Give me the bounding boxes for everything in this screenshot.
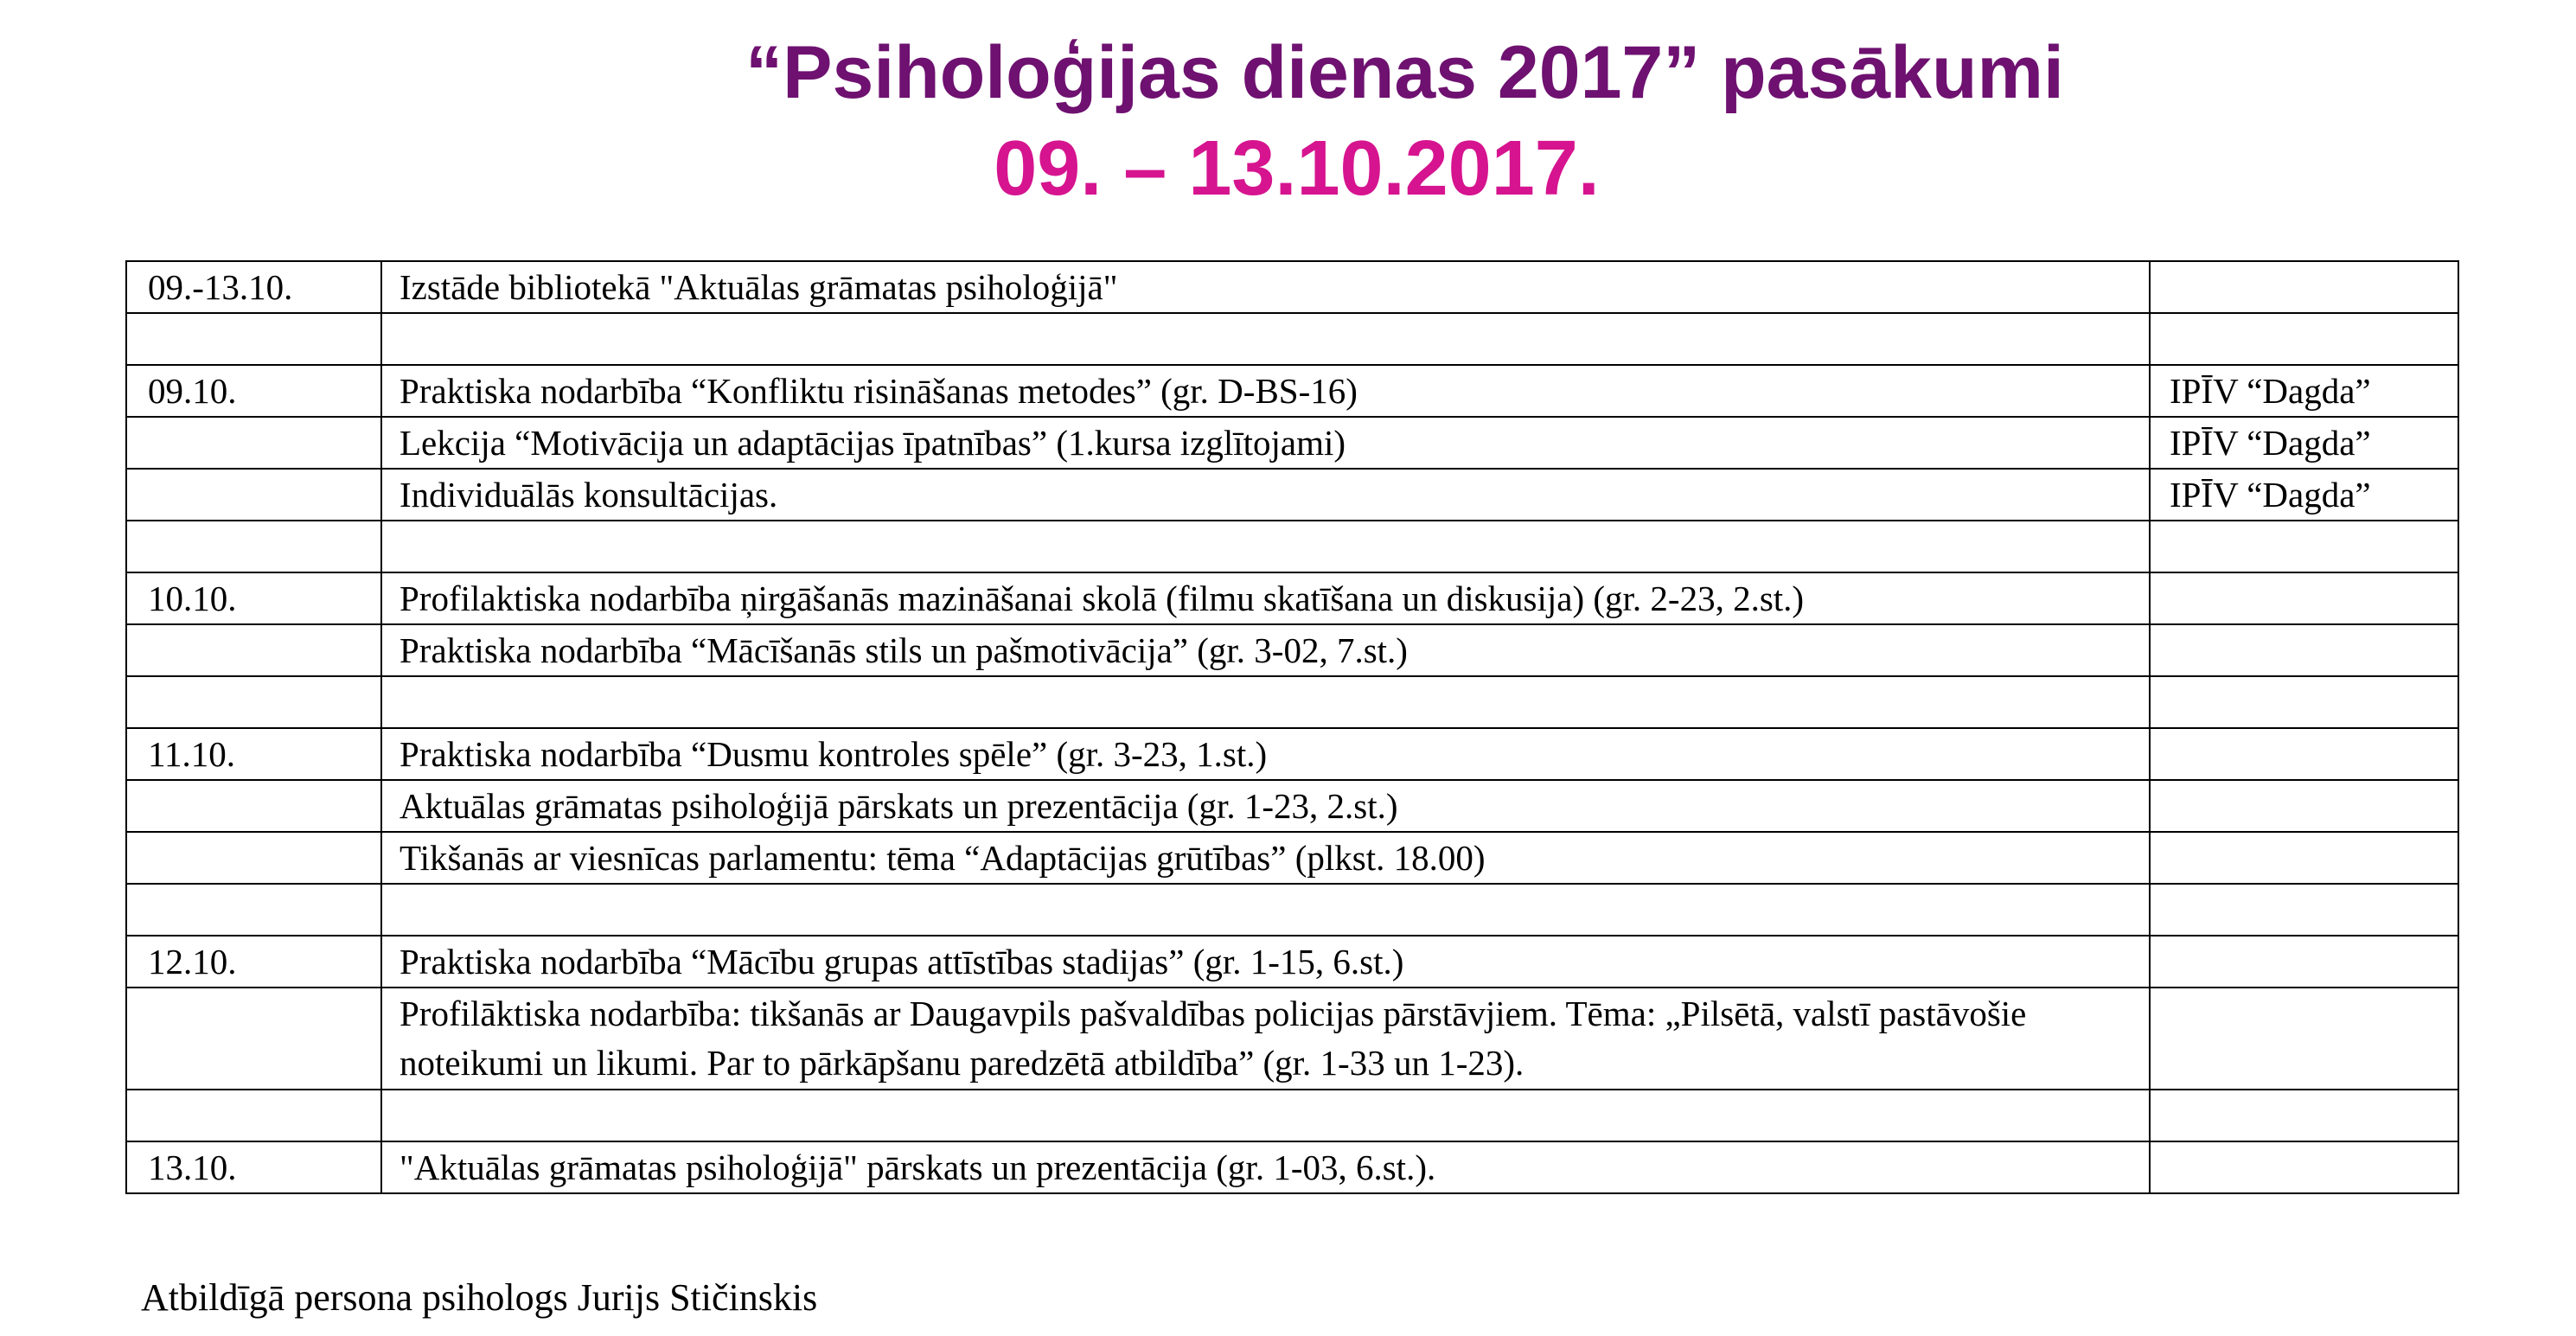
place-cell <box>2150 572 2458 624</box>
table-row <box>126 832 2458 884</box>
date-cell <box>126 676 381 728</box>
date-cell: 12.10. <box>126 936 381 988</box>
responsible-person: Atbildīgā persona psihologs Jurijs Stičinskis <box>141 1276 818 1319</box>
event-cell <box>381 884 2150 936</box>
event-cell: Praktiska nodarbība “Mācību grupas attīstības stadijas” (gr. 1-15, 6.st.) <box>381 936 2150 988</box>
event-cell <box>381 676 2150 728</box>
table-row <box>126 365 2458 417</box>
table-row <box>126 884 2458 936</box>
place-cell: IPĪV “Dagda” <box>2150 417 2458 469</box>
table-row <box>126 624 2458 676</box>
date-cell <box>126 624 381 676</box>
page-title: “Psiholoģijas dienas 2017” pasākumi <box>745 31 2064 114</box>
date-cell <box>126 780 381 832</box>
event-cell: Praktiska nodarbība “Konfliktu risināšanas metodes” (gr. D-BS-16) <box>381 365 2150 417</box>
table-row <box>126 780 2458 832</box>
date-cell <box>126 521 381 572</box>
place-cell <box>2150 1090 2458 1141</box>
event-cell: Izstāde bibliotekā "Aktuālas grāmatas psiholoģijā" <box>381 261 2150 313</box>
table-row <box>126 313 2458 365</box>
event-cell: Profilaktiska nodarbība ņirgāšanās mazināšanai skolā (filmu skatīšana un diskusija) (gr. 2-23, 2.st.) <box>381 572 2150 624</box>
title-block <box>0 24 2576 216</box>
place-cell <box>2150 624 2458 676</box>
schedule-table <box>125 260 2459 1194</box>
table-row <box>126 572 2458 624</box>
table-row <box>126 936 2458 988</box>
date-cell <box>126 469 381 521</box>
table-row <box>126 988 2458 1090</box>
date-cell: 13.10. <box>126 1141 381 1193</box>
date-cell: 11.10. <box>126 728 381 780</box>
place-cell <box>2150 988 2458 1090</box>
table-row <box>126 676 2458 728</box>
table-row <box>126 728 2458 780</box>
table-row <box>126 261 2458 313</box>
date-cell <box>126 313 381 365</box>
event-cell <box>381 313 2150 365</box>
date-cell <box>126 417 381 469</box>
place-cell <box>2150 1141 2458 1193</box>
date-cell: 09.-13.10. <box>126 261 381 313</box>
date-cell: 10.10. <box>126 572 381 624</box>
place-cell <box>2150 676 2458 728</box>
event-dates: 09. – 13.10.2017. <box>994 125 1600 212</box>
event-cell: Lekcija “Motivācija un adaptācijas īpatnības” (1.kursa izglītojami) <box>381 417 2150 469</box>
place-cell <box>2150 261 2458 313</box>
table-row <box>126 417 2458 469</box>
date-cell <box>126 884 381 936</box>
place-cell <box>2150 728 2458 780</box>
event-cell: Praktiska nodarbība “Dusmu kontroles spēle” (gr. 3-23, 1.st.) <box>381 728 2150 780</box>
place-cell <box>2150 832 2458 884</box>
place-cell <box>2150 936 2458 988</box>
place-cell <box>2150 884 2458 936</box>
place-cell <box>2150 780 2458 832</box>
event-cell: Tikšanās ar viesnīcas parlamentu: tēma “Adaptācijas grūtības” (plkst. 18.00) <box>381 832 2150 884</box>
table-row <box>126 469 2458 521</box>
place-cell: IPĪV “Dagda” <box>2150 469 2458 521</box>
date-cell <box>126 832 381 884</box>
date-cell <box>126 988 381 1090</box>
place-cell: IPĪV “Dagda” <box>2150 365 2458 417</box>
event-cell: Praktiska nodarbība “Mācīšanās stils un pašmotivācija” (gr. 3-02, 7.st.) <box>381 624 2150 676</box>
table-row <box>126 1090 2458 1141</box>
event-cell: Aktuālas grāmatas psiholoģijā pārskats un prezentācija (gr. 1-23, 2.st.) <box>381 780 2150 832</box>
place-cell <box>2150 521 2458 572</box>
table-row <box>126 521 2458 572</box>
event-cell <box>381 1090 2150 1141</box>
event-cell: Profilāktiska nodarbība: tikšanās ar Daugavpils pašvaldības policijas pārstāvjiem. Tēma: „Pilsētā, valstī pastāvošie noteikumi un likumi. Par to pārkāpšanu paredzētā atbildība” (gr. 1-33 un 1-23). <box>381 988 2150 1090</box>
event-cell <box>381 521 2150 572</box>
date-cell: 09.10. <box>126 365 381 417</box>
event-cell: "Aktuālas grāmatas psiholoģijā" pārskats un prezentācija (gr. 1-03, 6.st.). <box>381 1141 2150 1193</box>
date-cell <box>126 1090 381 1141</box>
event-cell: Individuālās konsultācijas. <box>381 469 2150 521</box>
place-cell <box>2150 313 2458 365</box>
table-row <box>126 1141 2458 1193</box>
